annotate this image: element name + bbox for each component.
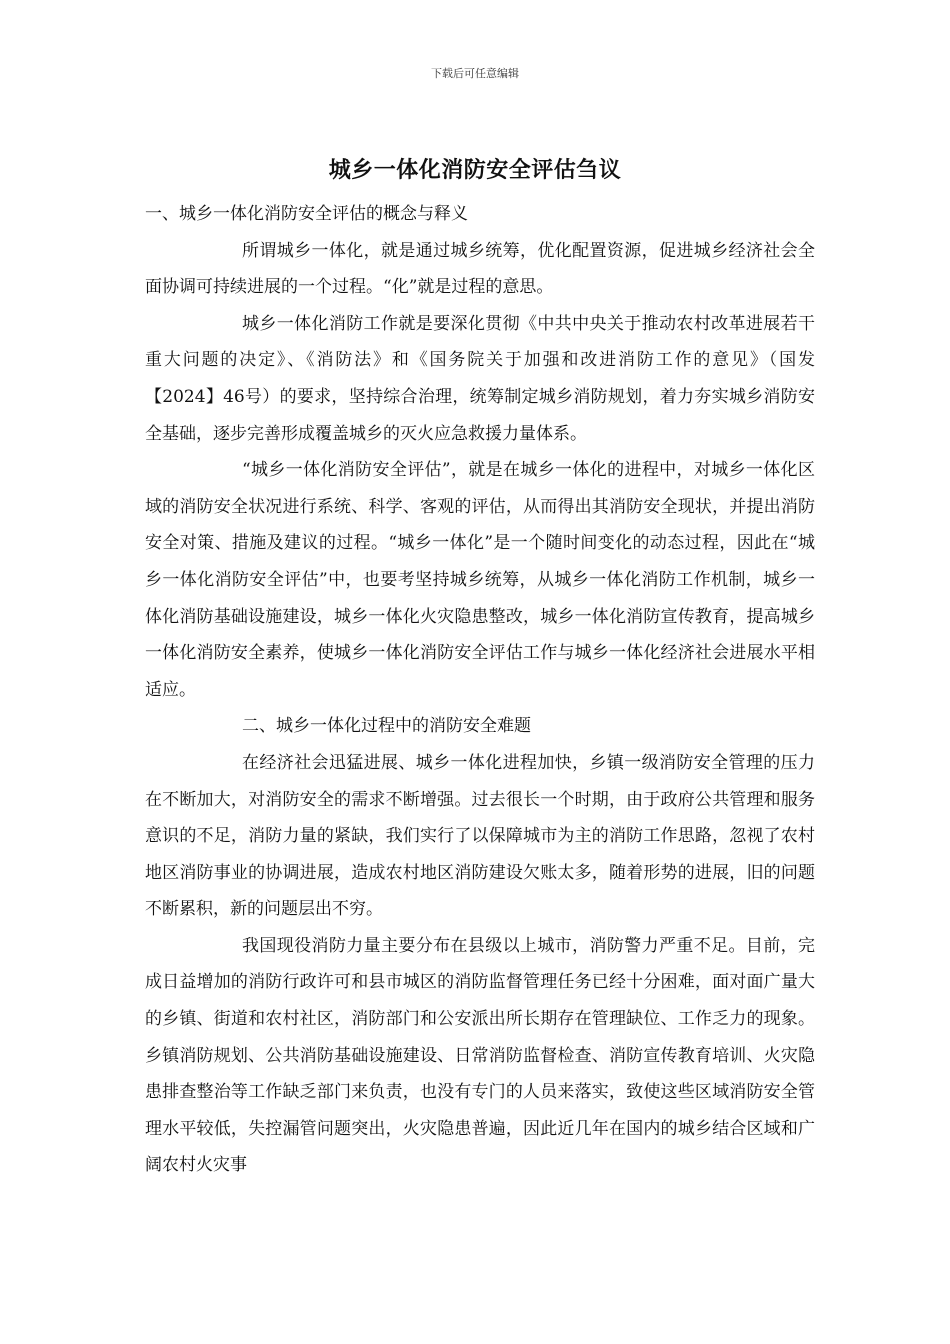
paragraph-3: “城乡一体化消防安全评估”，就是在城乡一体化的进程中，对城乡一体化区域的消防安全状况进行系统、科学、客观的评估，从而得出其消防安全现状，并提出消防安全对策、措施及建议的过程。“城乡一体化”是一个随时间变化的动态过程，因此在“城乡一体化消防安全评估”中，也要考坚持城乡统筹，从城乡一体化消防工作机制，城乡一体化消防基础设施建设，城乡一体化火灾隐患整改，城乡一体化消防宣传教育，提高城乡一体化消防安全素养，使城乡一体化消防安全评估工作与城乡一体化经济社会进展水平相适应。 — [145, 460, 815, 700]
document-title: 城乡一体化消防安全评估刍议 — [328, 157, 622, 183]
section-heading-1: 一、城乡一体化消防安全评估的概念与释义 — [145, 204, 468, 224]
section-heading-2: 二、城乡一体化过程中的消防安全难题 — [242, 716, 531, 737]
document-body — [145, 196, 815, 1184]
header-note: 下载后可任意编辑 — [431, 67, 519, 80]
paragraph-1: 所谓城乡一体化，就是通过城乡统筹，优化配置资源，促进城乡经济社会全面协调可持续进展的一个过程。“化”就是过程的意思。 — [145, 240, 815, 298]
paragraph-4: 在经济社会迅猛进展、城乡一体化进程加快，乡镇一级消防安全管理的压力在不断加大，对消防安全的需求不断增强。过去很长一个时期，由于政府公共管理和服务意识的不足，消防力量的紧缺，我们实行了以保障城市为主的消防工作思路，忽视了农村地区消防事业的协调进展，造成农村地区消防建设欠账太多，随着形势的进展，旧的问题不断累积，新的问题层出不穷。 — [145, 752, 815, 920]
paragraph-5: 我国现役消防力量主要分布在县级以上城市，消防警力严重不足。目前，完成日益增加的消防行政许可和县市城区的消防监督管理任务已经十分困难，面对面广量大的乡镇、街道和农村社区，消防部门和公安派出所长期存在管理缺位、工作乏力的现象。乡镇消防规划、公共消防基础设施建设、日常消防监督检查、消防宣传教育培训、火灾隐患排查整治等工作缺乏部门来负责，也没有专门的人员来落实，致使这些区域消防安全管理水平较低，失控漏管问题突出，火灾隐患普遍，因此近几年在国内的城乡结合区域和广阔农村火灾事 — [145, 935, 815, 1176]
paragraph-2: 城乡一体化消防工作就是要深化贯彻《中共中央关于推动农村改革进展若干重大问题的决定》、《消防法》和《国务院关于加强和改进消防工作的意见》（国发【2024】46号）的要求，坚持综合治理，统筹制定城乡消防规划，着力夯实城乡消防安全基础，逐步完善形成覆盖城乡的灭火应急救援力量体系。 — [145, 313, 815, 444]
